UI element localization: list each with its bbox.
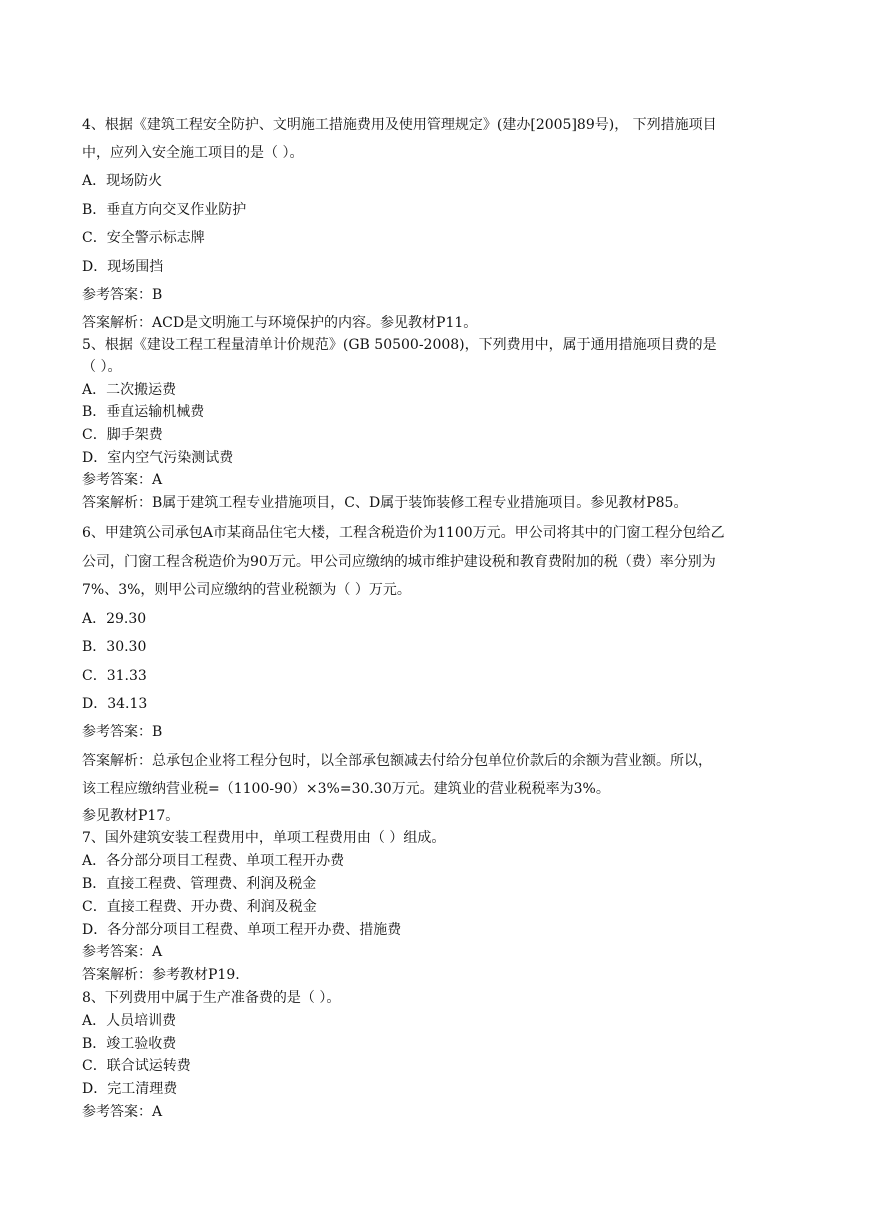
q7-answer: 参考答案：A: [82, 944, 163, 960]
q4-option-a: A．现场防火: [82, 173, 163, 189]
q7-option-a: A．各分部分项目工程费、单项工程开办费: [82, 853, 345, 869]
q4-option-c: C．安全警示标志牌: [82, 230, 205, 246]
q6-explanation-line-2: 该工程应缴纳营业税=（1100-90）×3%=30.30万元。建筑业的营业税税率为3%。: [82, 781, 610, 797]
q5-option-a: A．二次搬运费: [82, 382, 177, 398]
q8-option-a: A．人员培训费: [82, 1013, 177, 1029]
q6-explanation-line-1: 答案解析：总承包企业将工程分包时，以全部承包额减去付给分包单位价款后的余额为营业额。所以，: [82, 753, 712, 769]
q6-explanation-line-3: 参见教材P17。: [82, 808, 180, 824]
q6-option-b: B．30.30: [82, 639, 147, 655]
q8-answer: 参考答案：A: [82, 1104, 163, 1120]
q8-option-d: D．完工清理费: [82, 1081, 178, 1097]
q6-answer: 参考答案：B: [82, 724, 163, 740]
q8-stem: 8、下列费用中属于生产准备费的是（ ）。: [82, 990, 341, 1006]
q7-option-b: B．直接工程费、管理费、利润及税金: [82, 876, 317, 892]
q5-option-c: C．脚手架费: [82, 427, 163, 443]
q6-stem-line-3: 7%、3%，则甲公司应缴纳的营业税额为（ ）万元。: [82, 582, 411, 598]
q5-explanation: 答案解析：B属于建筑工程专业措施项目，C、D属于装饰装修工程专业措施项目。参见教材P85。: [82, 495, 688, 511]
q4-answer: 参考答案：B: [82, 287, 163, 303]
q6-option-a: A．29.30: [82, 611, 147, 627]
q5-stem-line-2: （ ）。: [82, 359, 122, 375]
q4-stem-line-2: 中，应列入安全施工项目的是（ ）。: [82, 145, 304, 161]
q7-option-d: D．各分部分项目工程费、单项工程开办费、措施费: [82, 922, 402, 938]
q6-option-d: D．34.13: [82, 696, 148, 712]
q5-option-b: B．垂直运输机械费: [82, 404, 205, 420]
q6-stem-line-1: 6、甲建筑公司承包A市某商品住宅大楼，工程含税造价为1100万元。甲公司将其中的门窗工程分包给乙: [82, 525, 725, 541]
q8-option-c: C．联合试运转费: [82, 1058, 191, 1074]
q5-stem-line-1: 5、根据《建设工程工程量清单计价规范》(GB 50500-2008)，下列费用中，属于通用措施项目费的是: [82, 337, 717, 353]
q4-explanation: 答案解析：ACD是文明施工与环境保护的内容。参见教材P11。: [82, 315, 478, 331]
q6-stem-line-2: 公司，门窗工程含税造价为90万元。甲公司应缴纳的城市维护建设税和教育费附加的税（费）率分别为: [82, 554, 716, 570]
q5-option-d: D．室内空气污染测试费: [82, 450, 234, 466]
q6-option-c: C．31.33: [82, 668, 147, 684]
q4-option-d: D．现场围挡: [82, 259, 164, 275]
q4-option-b: B．垂直方向交叉作业防护: [82, 202, 247, 218]
q7-option-c: C．直接工程费、开办费、利润及税金: [82, 899, 317, 915]
q5-answer: 参考答案：A: [82, 472, 163, 488]
q7-explanation: 答案解析：参考教材P19.: [82, 967, 240, 983]
q4-stem-line-1: 4、根据《建筑工程安全防护、文明施工措施费用及使用管理规定》(建办[2005]89号)， 下列措施项目: [82, 117, 717, 133]
q8-option-b: B．竣工验收费: [82, 1036, 177, 1052]
q7-stem: 7、国外建筑安装工程费用中，单项工程费用由（ ）组成。: [82, 830, 446, 846]
